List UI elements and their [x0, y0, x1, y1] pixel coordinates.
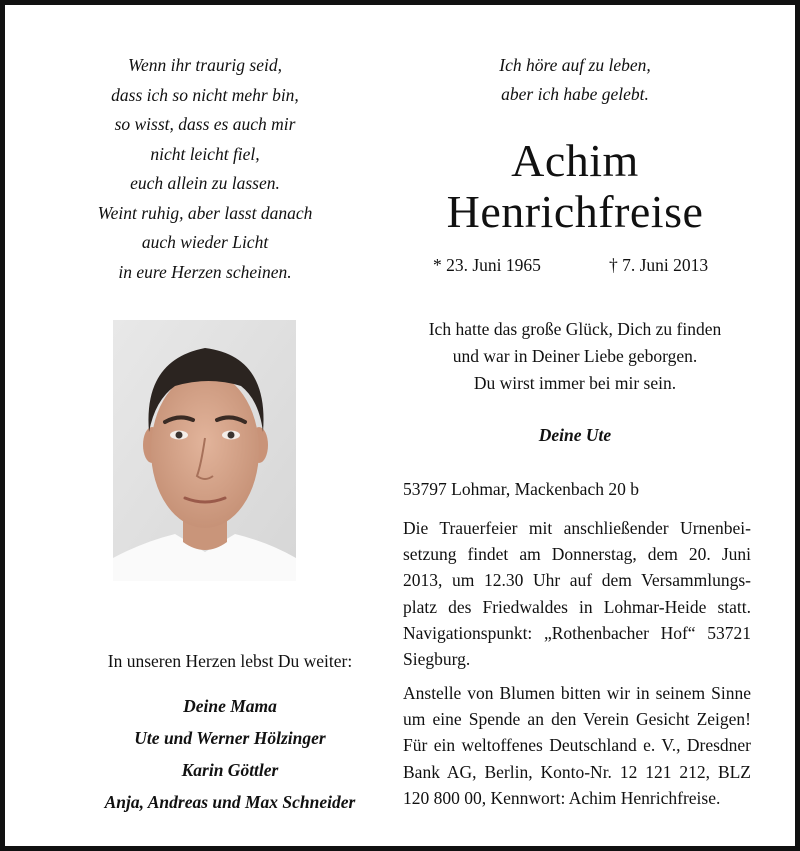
address: 53797 Lohmar, Mackenbach 20 b [403, 479, 639, 499]
poem-line: dass ich so nicht mehr bin, [111, 84, 299, 105]
birth-date: * 23. Juni 1965 [433, 255, 541, 275]
mourner: Anja, Andreas und Max Schneider [104, 792, 356, 812]
signature: Deine Ute [538, 425, 612, 445]
funeral-info: Die Trauerfeier mit anschließender Urnenbei-setzung findet am Donnerstag, dem 20. Juni 2013, um 12.30 Uhr auf dem Versammlungs-platz des Friedwaldes in Lohmar-Heide statt. Navigationspunkt: „Rothenbacher Hof“ 53721 Siegburg. [403, 518, 751, 670]
dedication [405, 316, 745, 397]
motto-line: aber ich habe gelebt. [501, 84, 649, 104]
poem-line: nicht leicht fiel, [150, 143, 260, 164]
motto-line: Ich höre auf zu leben, [499, 55, 651, 75]
poem-line: auch wieder Licht [141, 232, 269, 252]
poem-line: euch allein zu lassen. [130, 173, 280, 193]
mourner: Karin Göttler [181, 760, 279, 780]
poem-line: so wisst, dass es auch mir [114, 114, 296, 134]
mourner: Ute und Werner Hölzinger [134, 728, 326, 748]
poem [55, 51, 355, 287]
motto [425, 51, 725, 109]
donation-info: Anstelle von Blumen bitten wir in seinem Sinne um eine Spende an den Verein Gesicht Zeigen! Für ein weltoffenes Deutschland e. V., Dresdner Bank AG, Berlin, Konto-Nr. 12 121 212, BLZ 120 800 00, Kennwort: Achim Henrichfreise. [403, 683, 751, 808]
dedication-line: Ich hatte das große Glück, Dich zu finden [428, 319, 722, 339]
portrait-photo [113, 320, 296, 581]
deceased-name [405, 135, 745, 237]
death-date: † 7. Juni 2013 [609, 255, 709, 275]
dedication-line: Du wirst immer bei mir sein. [473, 373, 677, 393]
poem-line: Weint ruhig, aber lasst danach [97, 202, 313, 223]
mourners-list [80, 690, 380, 818]
poem-line: Wenn ihr traurig seid, [128, 55, 282, 75]
first-name: Achim [511, 135, 639, 186]
last-name: Henrichfreise [446, 186, 704, 237]
dedication-line: und war in Deiner Liebe geborgen. [452, 346, 698, 366]
portrait-photo-icon [113, 320, 296, 581]
poem-line: in eure Herzen scheinen. [118, 261, 292, 282]
life-dates [433, 255, 709, 276]
mourner: Deine Mama [183, 696, 277, 716]
hearts-line: In unseren Herzen lebst Du weiter: [107, 651, 353, 671]
